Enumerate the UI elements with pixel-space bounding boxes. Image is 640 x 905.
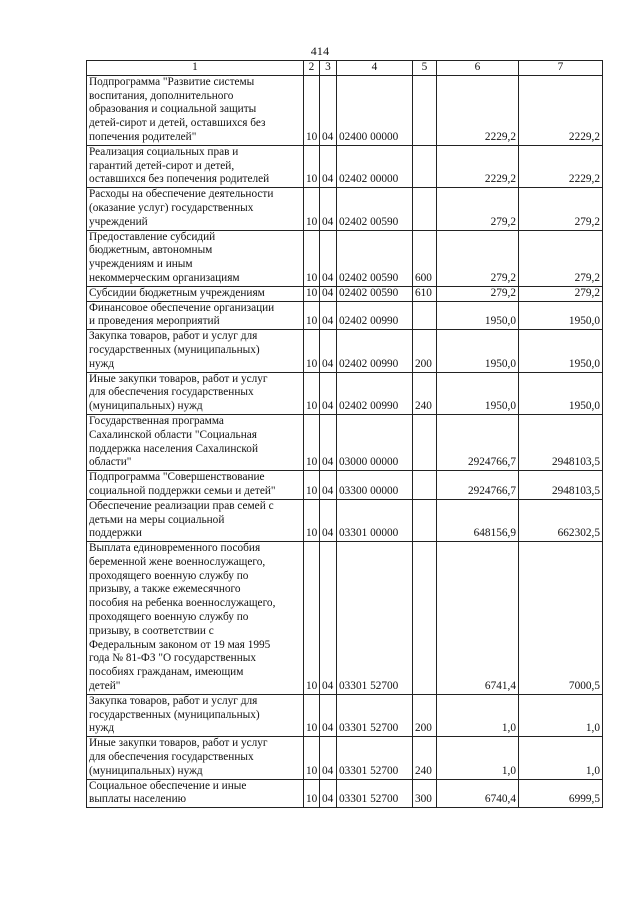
cell-amount-year-1: 1950,0	[437, 372, 519, 414]
cell-amount-year-2: 2229,2	[519, 145, 603, 187]
cell-section: 10	[304, 471, 320, 500]
cell-expense-type	[413, 471, 437, 500]
cell-amount-year-2: 1,0	[519, 694, 603, 736]
table-row	[87, 499, 603, 541]
cell-expense-type	[413, 542, 437, 695]
cell-target-article: 03301 52700	[337, 542, 413, 695]
cell-section: 10	[304, 414, 320, 470]
cell-subsection: 04	[320, 542, 337, 695]
cell-expense-type	[413, 188, 437, 230]
cell-subsection: 04	[320, 301, 337, 330]
cell-expense-type: 200	[413, 330, 437, 372]
table-row	[87, 542, 603, 695]
cell-amount-year-2: 1950,0	[519, 372, 603, 414]
column-header-1: 1	[87, 61, 304, 76]
table-row	[87, 737, 603, 779]
cell-amount-year-2: 2948103,5	[519, 414, 603, 470]
cell-target-article: 03301 52700	[337, 779, 413, 808]
cell-target-article: 02402 00590	[337, 230, 413, 286]
cell-target-article: 02402 00000	[337, 145, 413, 187]
table-row	[87, 145, 603, 187]
cell-expense-type: 600	[413, 230, 437, 286]
cell-amount-year-1: 648156,9	[437, 499, 519, 541]
table-row	[87, 471, 603, 500]
cell-target-article: 03301 52700	[337, 694, 413, 736]
cell-amount-year-2: 1,0	[519, 737, 603, 779]
cell-amount-year-2: 279,2	[519, 286, 603, 301]
column-header-4: 4	[337, 61, 413, 76]
cell-section: 10	[304, 230, 320, 286]
cell-subsection: 04	[320, 286, 337, 301]
cell-section: 10	[304, 542, 320, 695]
cell-name: Предоставление субсидий бюджетным, автономным учреждениям и иным некоммерческим организациям	[87, 230, 304, 286]
cell-section: 10	[304, 779, 320, 808]
table-row	[87, 286, 603, 301]
cell-amount-year-1: 279,2	[437, 286, 519, 301]
cell-section: 10	[304, 188, 320, 230]
cell-subsection: 04	[320, 414, 337, 470]
cell-section: 10	[304, 499, 320, 541]
cell-expense-type	[413, 145, 437, 187]
cell-amount-year-1: 6740,4	[437, 779, 519, 808]
table-row	[87, 75, 603, 145]
cell-subsection: 04	[320, 779, 337, 808]
cell-name: Иные закупки товаров, работ и услуг для обеспечения государственных (муниципальных) нужд	[87, 737, 304, 779]
cell-subsection: 04	[320, 188, 337, 230]
column-header-6: 6	[437, 61, 519, 76]
cell-name: Реализация социальных прав и гарантий детей-сирот и детей, оставшихся без попечения родителей	[87, 145, 304, 187]
cell-subsection: 04	[320, 471, 337, 500]
cell-name: Подпрограмма "Развитие системы воспитания, дополнительного образования и социальной защиты детей-сирот и детей, оставшихся без попечения родителей"	[87, 75, 304, 145]
cell-amount-year-2: 7000,5	[519, 542, 603, 695]
cell-subsection: 04	[320, 230, 337, 286]
table-row	[87, 301, 603, 330]
cell-subsection: 04	[320, 372, 337, 414]
cell-target-article: 03000 00000	[337, 414, 413, 470]
cell-subsection: 04	[320, 145, 337, 187]
cell-section: 10	[304, 286, 320, 301]
cell-expense-type	[413, 75, 437, 145]
cell-name: Расходы на обеспечение деятельности (оказание услуг) государственных учреждений	[87, 188, 304, 230]
cell-name: Субсидии бюджетным учреждениям	[87, 286, 304, 301]
cell-target-article: 03300 00000	[337, 471, 413, 500]
cell-expense-type	[413, 301, 437, 330]
cell-name: Закупка товаров, работ и услуг для государственных (муниципальных) нужд	[87, 330, 304, 372]
cell-amount-year-2: 1950,0	[519, 301, 603, 330]
page-number: 414	[310, 44, 330, 58]
cell-section: 10	[304, 372, 320, 414]
cell-name: Иные закупки товаров, работ и услуг для обеспечения государственных (муниципальных) нужд	[87, 372, 304, 414]
column-header-3: 3	[320, 61, 337, 76]
table-row	[87, 188, 603, 230]
cell-expense-type: 240	[413, 372, 437, 414]
cell-amount-year-1: 1950,0	[437, 330, 519, 372]
cell-amount-year-1: 2229,2	[437, 75, 519, 145]
cell-name: Закупка товаров, работ и услуг для государственных (муниципальных) нужд	[87, 694, 304, 736]
cell-expense-type	[413, 414, 437, 470]
cell-amount-year-2: 1950,0	[519, 330, 603, 372]
cell-target-article: 02402 00590	[337, 188, 413, 230]
cell-name: Финансовое обеспечение организации и проведения мероприятий	[87, 301, 304, 330]
cell-expense-type: 200	[413, 694, 437, 736]
cell-target-article: 02402 00990	[337, 372, 413, 414]
column-header-5: 5	[413, 61, 437, 76]
table-row	[87, 372, 603, 414]
cell-name: Социальное обеспечение и иные выплаты населению	[87, 779, 304, 808]
cell-section: 10	[304, 145, 320, 187]
column-header-2: 2	[304, 61, 320, 76]
cell-amount-year-2: 662302,5	[519, 499, 603, 541]
cell-section: 10	[304, 330, 320, 372]
cell-target-article: 03301 52700	[337, 737, 413, 779]
cell-name: Обеспечение реализации прав семей с детьми на меры социальной поддержки	[87, 499, 304, 541]
cell-amount-year-2: 279,2	[519, 188, 603, 230]
cell-amount-year-1: 1950,0	[437, 301, 519, 330]
cell-section: 10	[304, 301, 320, 330]
cell-amount-year-1: 2229,2	[437, 145, 519, 187]
column-header-7: 7	[519, 61, 603, 76]
cell-subsection: 04	[320, 499, 337, 541]
cell-amount-year-1: 2924766,7	[437, 414, 519, 470]
cell-amount-year-1: 279,2	[437, 230, 519, 286]
cell-amount-year-2: 6999,5	[519, 779, 603, 808]
cell-expense-type: 240	[413, 737, 437, 779]
cell-amount-year-2: 2948103,5	[519, 471, 603, 500]
cell-name: Государственная программа Сахалинской области "Социальная поддержка населения Сахалинской области"	[87, 414, 304, 470]
cell-subsection: 04	[320, 737, 337, 779]
cell-amount-year-1: 279,2	[437, 188, 519, 230]
cell-target-article: 02402 00590	[337, 286, 413, 301]
table-row	[87, 779, 603, 808]
table-header-row	[87, 61, 603, 76]
table-row	[87, 330, 603, 372]
cell-amount-year-2: 279,2	[519, 230, 603, 286]
table-row	[87, 694, 603, 736]
cell-amount-year-1: 1,0	[437, 694, 519, 736]
cell-target-article: 02402 00990	[337, 330, 413, 372]
cell-name: Подпрограмма "Совершенствование социальной поддержки семьи и детей"	[87, 471, 304, 500]
cell-expense-type: 300	[413, 779, 437, 808]
cell-expense-type: 610	[413, 286, 437, 301]
cell-target-article: 02402 00990	[337, 301, 413, 330]
cell-amount-year-1: 2924766,7	[437, 471, 519, 500]
cell-amount-year-1: 6741,4	[437, 542, 519, 695]
budget-table	[86, 60, 603, 808]
cell-section: 10	[304, 694, 320, 736]
cell-target-article: 03301 00000	[337, 499, 413, 541]
cell-subsection: 04	[320, 75, 337, 145]
cell-name: Выплата единовременного пособия беременной жене военнослужащего, проходящего военную службу по призыву, а также ежемесячного пособия на ребенка военнослужащего, проходящего военную службу по призыву, в соответствии с Федеральным законом от 19 мая 1995 года № 81-ФЗ "О государственных пособиях гражданам, имеющим детей"	[87, 542, 304, 695]
cell-subsection: 04	[320, 694, 337, 736]
cell-subsection: 04	[320, 330, 337, 372]
cell-section: 10	[304, 737, 320, 779]
cell-expense-type	[413, 499, 437, 541]
cell-target-article: 02400 00000	[337, 75, 413, 145]
cell-amount-year-2: 2229,2	[519, 75, 603, 145]
cell-amount-year-1: 1,0	[437, 737, 519, 779]
table-row	[87, 230, 603, 286]
table-row	[87, 414, 603, 470]
cell-section: 10	[304, 75, 320, 145]
